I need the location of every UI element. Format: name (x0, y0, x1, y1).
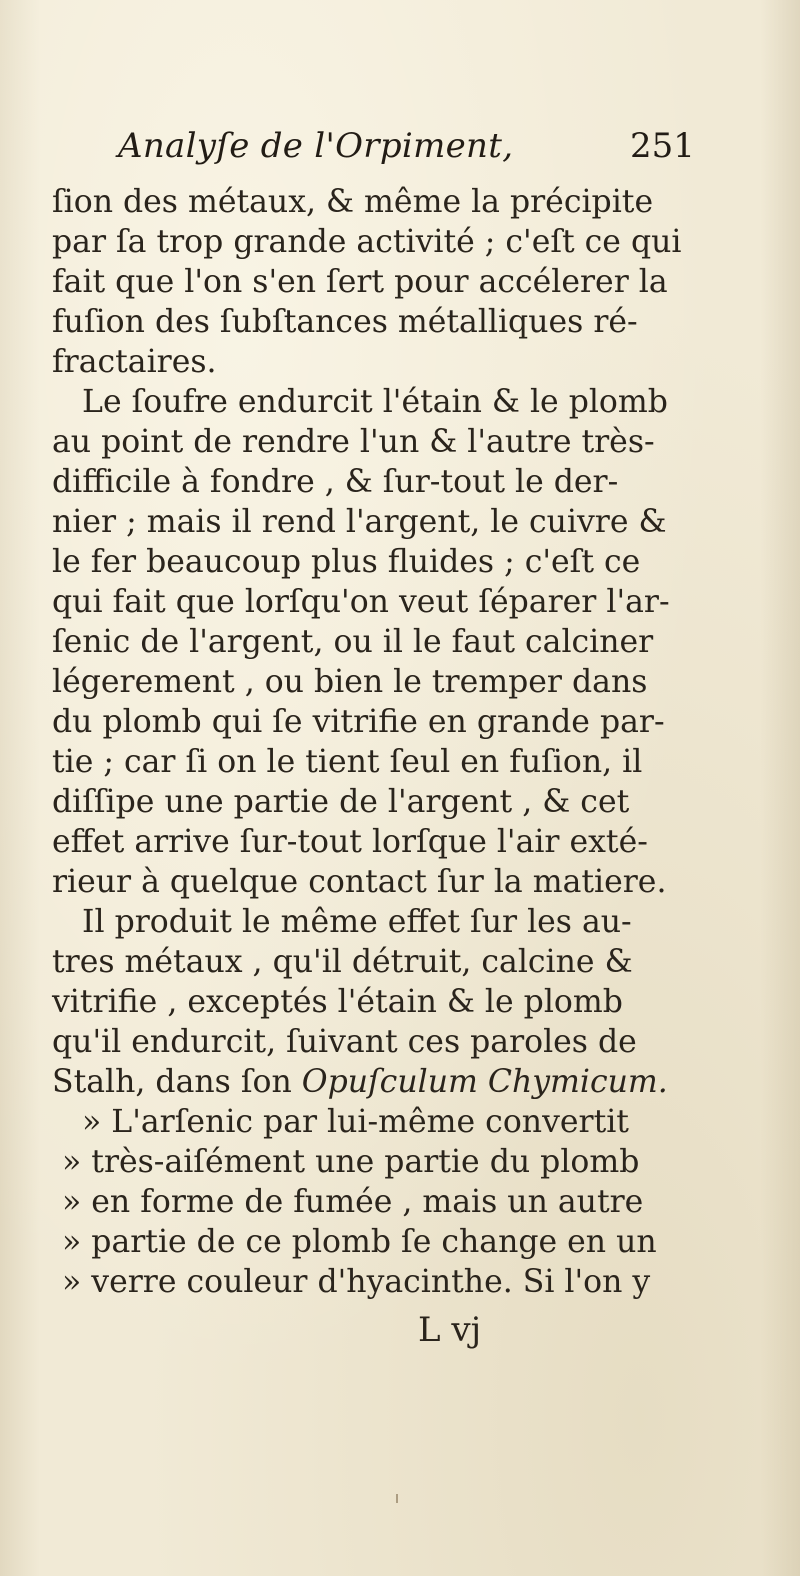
text-line: diſſipe une partie de l'argent , & cet (52, 784, 630, 820)
running-title: Analyſe de l'Orpiment, (118, 126, 514, 166)
quotation-line: » L'arſenic par lui-même convertit (62, 1104, 629, 1140)
text-line: tie ; car ſi on le tient ſeul en fuſion, il (52, 744, 643, 780)
text-line: ſenic de l'argent, ou il le faut calciner (52, 624, 654, 660)
text-line: au point de rendre l'un & l'autre très- (52, 424, 655, 460)
text-line: effet arrive ſur-tout lorſque l'air exté- (52, 824, 648, 860)
page-header (118, 120, 695, 176)
italic-reference: Opuſculum Chymicum. (301, 1064, 668, 1100)
text-line: Il produit le même effet ſur les au- (52, 904, 632, 940)
text-line: le fer beaucoup plus fluides ; c'eſt ce (52, 544, 641, 580)
text-line: du plomb qui ſe vitrifie en grande par- (52, 704, 665, 740)
text-line: fractaires. (52, 344, 217, 380)
text-line: par ſa trop grande activité ; c'eſt ce qui (52, 224, 682, 260)
text-line: rieur à quelque contact ſur la matiere. (52, 864, 667, 900)
text-line: Stalh, dans ſon (52, 1064, 302, 1100)
text-line: Le ſoufre endurcit l'étain & le plomb (52, 384, 668, 420)
quotation-line: » très-aiſément une partie du plomb (62, 1144, 640, 1180)
quotation-line: » en forme de fumée , mais un autre (62, 1184, 644, 1220)
text-line: vitrifie , exceptés l'étain & le plomb (52, 984, 623, 1020)
text-line: difficile à fondre , & ſur-tout le der- (52, 464, 619, 500)
text-line: fuſion des ſubſtances métalliques ré- (52, 304, 638, 340)
text-line: tres métaux , qu'il détruit, calcine & (52, 944, 633, 980)
text-line: nier ; mais il rend l'argent, le cuivre & (52, 504, 667, 540)
text-line: fait que l'on s'en ſert pour accélerer la (52, 264, 668, 300)
quotation-line: » partie de ce plomb ſe change en un (62, 1224, 657, 1260)
quotation-line: » verre couleur d'hyacinthe. Si l'on y (62, 1264, 651, 1300)
text-line: qui fait que lorſqu'on veut ſéparer l'ar- (52, 584, 670, 620)
text-line-with-reference (52, 1062, 668, 1102)
text-line: qu'il endurcit, ſuivant ces paroles de (52, 1024, 637, 1060)
paper-speck (396, 1494, 398, 1503)
page-number: 251 (630, 126, 695, 166)
text-line: ſion des métaux, & même la précipite (52, 184, 654, 220)
text-line: légerement , ou bien le tremper dans (52, 664, 648, 700)
signature-mark: L vj (418, 1310, 482, 1350)
